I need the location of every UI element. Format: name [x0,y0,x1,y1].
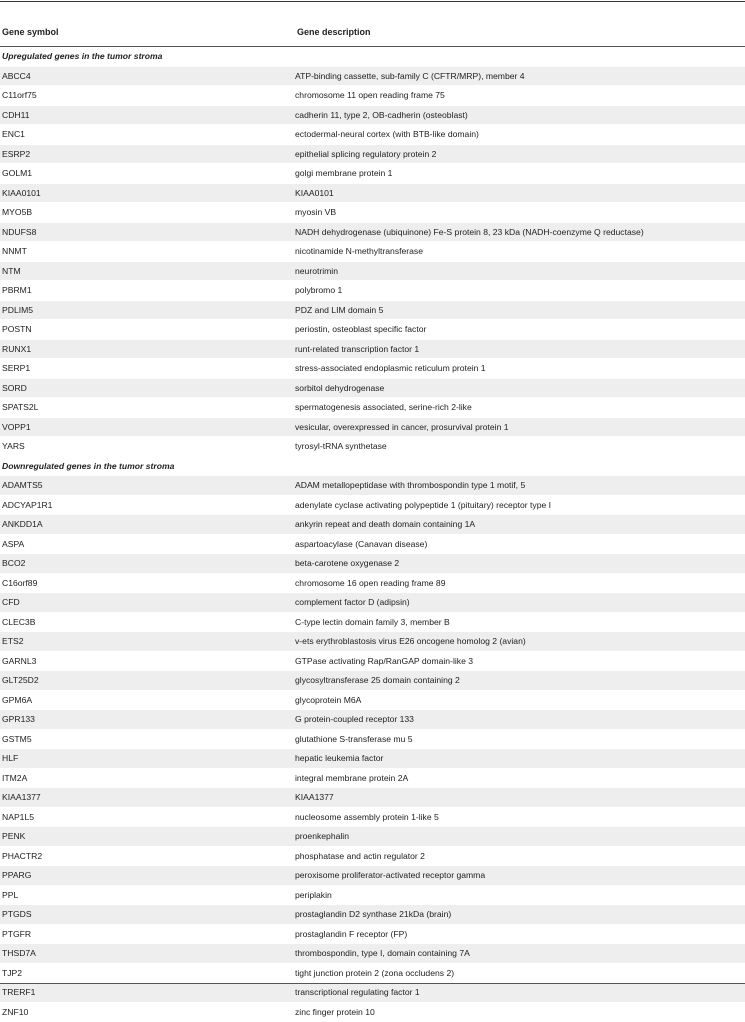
table-row [0,866,745,886]
gene-description-cell: integral membrane protein 2A [295,768,745,788]
gene-description-cell: runt-related transcription factor 1 [295,339,745,359]
table-row [0,768,745,788]
gene-description-cell: epithelial splicing regulatory protein 2 [295,144,745,164]
table-row [0,885,745,905]
table-row [0,729,745,749]
table-row [0,554,745,574]
gene-description-cell: phosphatase and actin regulator 2 [295,846,745,866]
table-top-rule [0,1,745,2]
table-header-row [0,17,745,47]
table-body [0,47,745,1022]
gene-symbol-cell: ETS2 [0,632,295,652]
gene-description-cell: tyrosyl-tRNA synthetase [295,437,745,457]
table-row [0,632,745,652]
gene-description-cell: nicotinamide N-methyltransferase [295,242,745,262]
table-row [0,924,745,944]
gene-symbol-cell: ESRP2 [0,144,295,164]
header-gene-symbol: Gene symbol [0,17,295,47]
gene-description-cell: glutathione S-transferase mu 5 [295,729,745,749]
gene-symbol-cell: CDH11 [0,105,295,125]
gene-description-cell: G protein-coupled receptor 133 [295,710,745,730]
gene-symbol-cell: PPL [0,885,295,905]
gene-description-cell: vesicular, overexpressed in cancer, prosurvival protein 1 [295,417,745,437]
gene-description-cell: complement factor D (adipsin) [295,593,745,613]
table-row [0,612,745,632]
table-row [0,437,745,457]
table-row [0,690,745,710]
gene-description-cell: glycoprotein M6A [295,690,745,710]
gene-symbol-cell: BCO2 [0,554,295,574]
gene-symbol-cell: PPARG [0,866,295,886]
gene-description-cell: adenylate cyclase activating polypeptide 1 (pituitary) receptor type I [295,495,745,515]
table-row [0,378,745,398]
gene-symbol-cell: TJP2 [0,963,295,983]
gene-symbol-cell: C16orf89 [0,573,295,593]
table-row [0,144,745,164]
table-row [0,534,745,554]
table-row [0,105,745,125]
gene-description-cell: ADAM metallopeptidase with thrombospondin type 1 motif, 5 [295,476,745,496]
table-row [0,222,745,242]
gene-symbol-cell: HLF [0,749,295,769]
table-row [0,963,745,983]
gene-symbol-cell: GSTM5 [0,729,295,749]
gene-symbol-cell: CLEC3B [0,612,295,632]
gene-description-cell: chromosome 11 open reading frame 75 [295,86,745,106]
gene-description-cell: sorbitol dehydrogenase [295,378,745,398]
gene-symbol-cell: PENK [0,827,295,847]
table-row [0,320,745,340]
gene-symbol-cell: PBRM1 [0,281,295,301]
gene-description-cell: zinc finger protein 10 [295,1002,745,1022]
header-gene-description: Gene description [295,17,745,47]
gene-symbol-cell: PDLIM5 [0,300,295,320]
gene-symbol-cell: GARNL3 [0,651,295,671]
gene-symbol-cell: KIAA1377 [0,788,295,808]
gene-description-cell: v-ets erythroblastosis virus E26 oncogene homolog 2 (avian) [295,632,745,652]
gene-symbol-cell: PTGFR [0,924,295,944]
gene-description-cell: proenkephalin [295,827,745,847]
gene-symbol-cell: NTM [0,261,295,281]
gene-description-cell: neurotrimin [295,261,745,281]
gene-description-cell: stress-associated endoplasmic reticulum protein 1 [295,359,745,379]
gene-symbol-cell: PTGDS [0,905,295,925]
section-title: Upregulated genes in the tumor stroma [0,47,745,67]
gene-description-cell: ankyrin repeat and death domain containing 1A [295,515,745,535]
gene-description-cell: periplakin [295,885,745,905]
section-heading-row [0,47,745,67]
table-row [0,651,745,671]
gene-description-cell: prostaglandin F receptor (FP) [295,924,745,944]
gene-description-cell: periostin, osteoblast specific factor [295,320,745,340]
table-row [0,125,745,145]
gene-description-cell: peroxisome proliferator-activated receptor gamma [295,866,745,886]
gene-description-cell: tight junction protein 2 (zona occludens 2) [295,963,745,983]
table-row [0,515,745,535]
gene-symbol-cell: YARS [0,437,295,457]
gene-description-cell: beta-carotene oxygenase 2 [295,554,745,574]
gene-symbol-cell: GOLM1 [0,164,295,184]
gene-symbol-cell: CFD [0,593,295,613]
table-row [0,983,745,1003]
table-row [0,710,745,730]
gene-description-cell: ATP-binding cassette, sub-family C (CFTR/MRP), member 4 [295,66,745,86]
table-row [0,398,745,418]
table-row [0,749,745,769]
gene-symbol-cell: THSD7A [0,944,295,964]
table-row [0,846,745,866]
gene-symbol-cell: ENC1 [0,125,295,145]
gene-description-cell: transcriptional regulating factor 1 [295,983,745,1003]
gene-description-cell: glycosyltransferase 25 domain containing 2 [295,671,745,691]
gene-symbol-cell: ZNF10 [0,1002,295,1022]
gene-description-cell: nucleosome assembly protein 1-like 5 [295,807,745,827]
table-row [0,300,745,320]
gene-symbol-cell: SPATS2L [0,398,295,418]
gene-description-cell: PDZ and LIM domain 5 [295,300,745,320]
gene-description-cell: hepatic leukemia factor [295,749,745,769]
table-row [0,593,745,613]
gene-symbol-cell: PHACTR2 [0,846,295,866]
gene-description-cell: spermatogenesis associated, serine-rich 2-like [295,398,745,418]
table-row [0,66,745,86]
gene-description-cell: KIAA0101 [295,183,745,203]
table-row [0,359,745,379]
table-row [0,944,745,964]
gene-symbol-cell: ADCYAP1R1 [0,495,295,515]
gene-description-cell: myosin VB [295,203,745,223]
table-row [0,807,745,827]
gene-symbol-cell: POSTN [0,320,295,340]
table-row [0,1002,745,1022]
table-row [0,827,745,847]
gene-description-cell: prostaglandin D2 synthase 21kDa (brain) [295,905,745,925]
table-row [0,495,745,515]
gene-description-cell: NADH dehydrogenase (ubiquinone) Fe-S protein 8, 23 kDa (NADH-coenzyme Q reductase) [295,222,745,242]
table-row [0,203,745,223]
table-row [0,242,745,262]
gene-description-cell: chromosome 16 open reading frame 89 [295,573,745,593]
table-row [0,261,745,281]
gene-symbol-cell: ASPA [0,534,295,554]
gene-symbol-cell: NNMT [0,242,295,262]
table-row [0,281,745,301]
gene-table [0,17,745,1022]
table-row [0,476,745,496]
gene-description-cell: cadherin 11, type 2, OB-cadherin (osteoblast) [295,105,745,125]
gene-description-cell: GTPase activating Rap/RanGAP domain-like 3 [295,651,745,671]
gene-symbol-cell: ABCC4 [0,66,295,86]
gene-description-cell: polybromo 1 [295,281,745,301]
table-row [0,573,745,593]
gene-symbol-cell: SORD [0,378,295,398]
gene-symbol-cell: GLT25D2 [0,671,295,691]
section-heading-row [0,456,745,476]
table-row [0,183,745,203]
gene-symbol-cell: MYO5B [0,203,295,223]
gene-symbol-cell: GPM6A [0,690,295,710]
gene-symbol-cell: TRERF1 [0,983,295,1003]
table-row [0,905,745,925]
gene-symbol-cell: SERP1 [0,359,295,379]
gene-symbol-cell: ITM2A [0,768,295,788]
table-row [0,671,745,691]
table-row [0,339,745,359]
gene-symbol-cell: VOPP1 [0,417,295,437]
gene-description-cell: KIAA1377 [295,788,745,808]
gene-symbol-cell: RUNX1 [0,339,295,359]
gene-symbol-cell: GPR133 [0,710,295,730]
section-title: Downregulated genes in the tumor stroma [0,456,745,476]
table-row [0,788,745,808]
table-bottom-rule [0,983,745,984]
gene-symbol-cell: NAP1L5 [0,807,295,827]
gene-description-cell: thrombospondin, type I, domain containing 7A [295,944,745,964]
gene-symbol-cell: C11orf75 [0,86,295,106]
table-row [0,417,745,437]
gene-symbol-cell: ANKDD1A [0,515,295,535]
table-row [0,164,745,184]
gene-description-cell: ectodermal-neural cortex (with BTB-like domain) [295,125,745,145]
gene-description-cell: golgi membrane protein 1 [295,164,745,184]
gene-description-cell: C-type lectin domain family 3, member B [295,612,745,632]
gene-symbol-cell: KIAA0101 [0,183,295,203]
gene-description-cell: aspartoacylase (Canavan disease) [295,534,745,554]
gene-symbol-cell: ADAMTS5 [0,476,295,496]
gene-symbol-cell: NDUFS8 [0,222,295,242]
table-row [0,86,745,106]
